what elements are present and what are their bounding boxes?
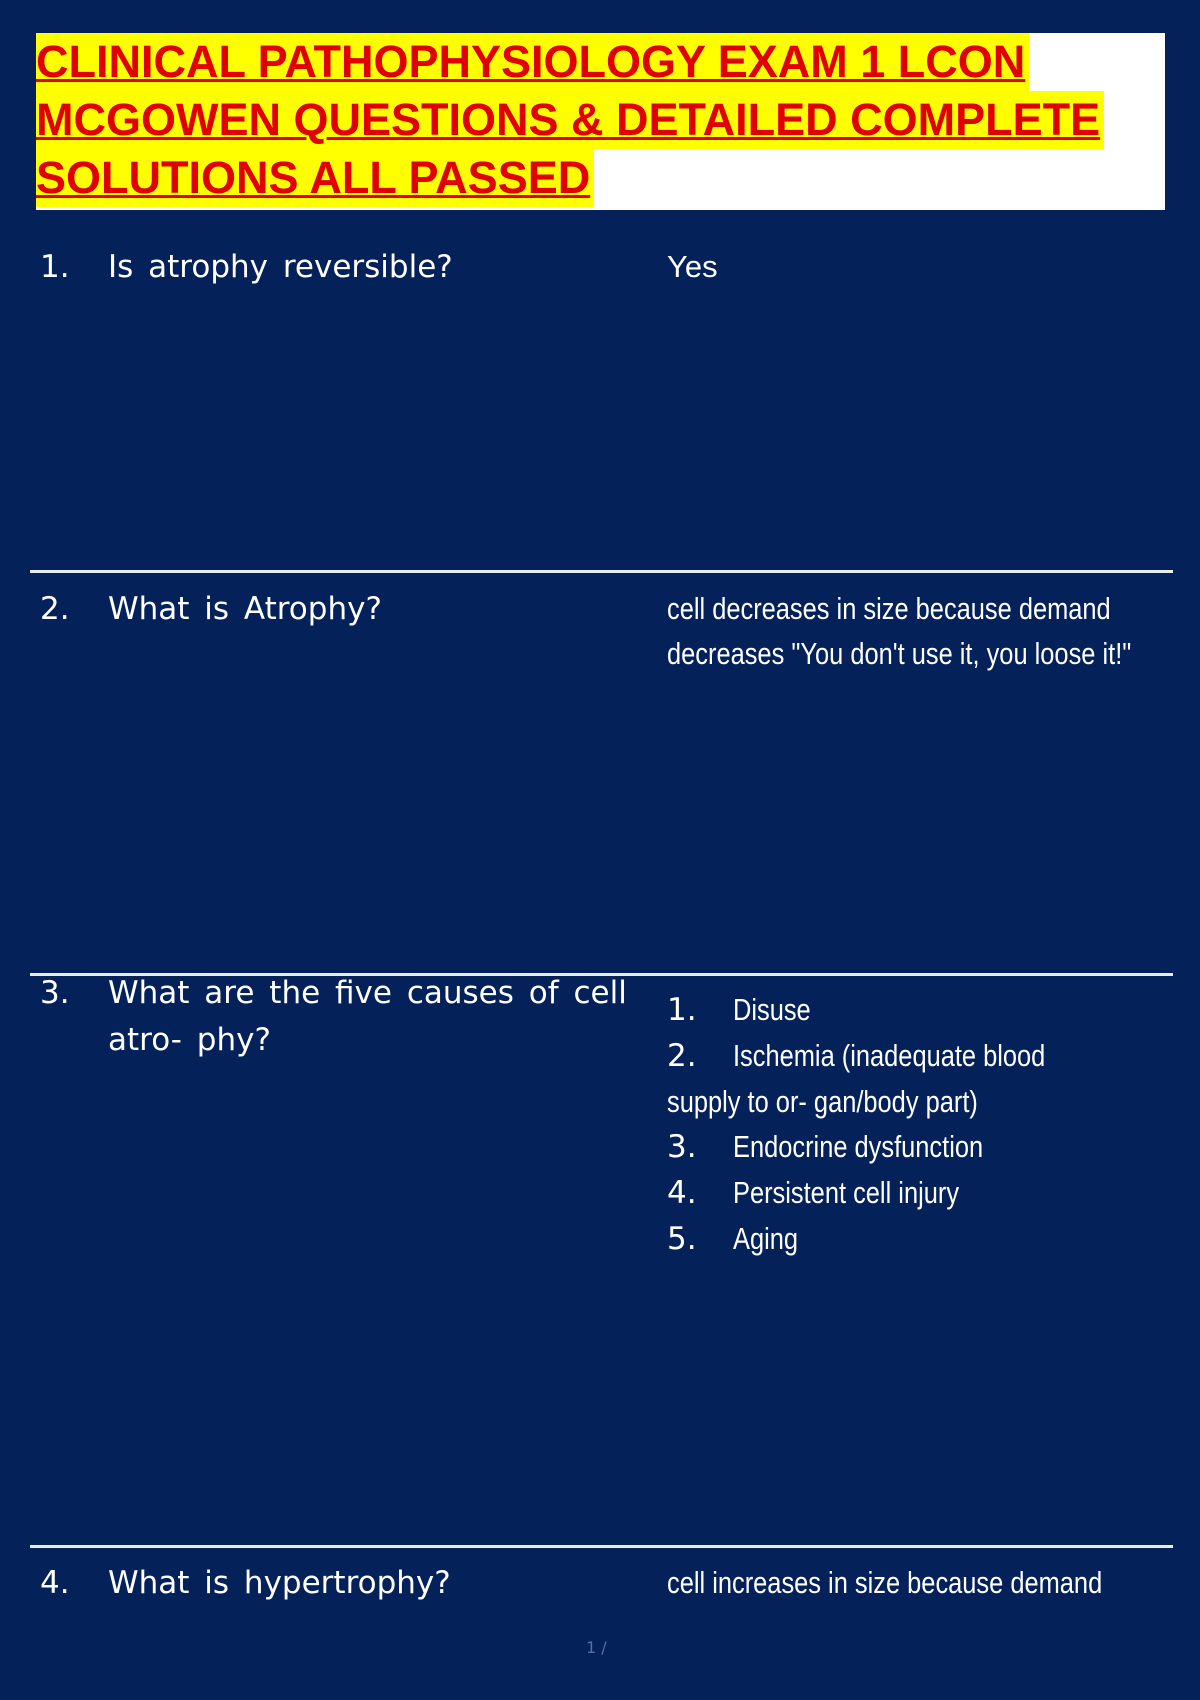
title-line-3: SOLUTIONS ALL PASSED	[36, 149, 594, 207]
answer-text	[667, 586, 1167, 676]
document-title	[36, 33, 1165, 210]
answer-line: decreases "You don't use it, you loose it!"	[667, 636, 1132, 671]
question-text: What are the five causes of cell atro- phy?	[108, 975, 627, 1058]
divider	[30, 570, 1173, 573]
answer-text	[667, 1560, 1167, 1605]
question-number: 4.	[40, 1565, 70, 1601]
answer-list-item: 1. Disuse	[667, 992, 811, 1028]
title-line-2: MCGOWEN QUESTIONS & DETAILED COMPLETE	[36, 91, 1104, 149]
answer-list-item: 2. Ischemia (inadequate blood	[667, 1038, 1046, 1074]
answer-list-item: supply to or- gan/body part)	[667, 1084, 978, 1119]
page-number: 1 /	[586, 1638, 607, 1657]
answer-list	[667, 987, 1167, 1262]
question-text: What is hypertrophy?	[108, 1565, 451, 1601]
answer-text	[667, 244, 1167, 289]
answer-list-item: 3. Endocrine dysfunction	[667, 1129, 984, 1165]
question-number: 2.	[40, 591, 70, 627]
question-text: Is atrophy reversible?	[108, 249, 453, 285]
answer-line: cell increases in size because demand	[667, 1565, 1103, 1600]
question-text: What is Atrophy?	[108, 591, 382, 627]
question-number: 3.	[40, 975, 70, 1011]
question-number: 1.	[40, 249, 70, 285]
answer-line: Yes	[667, 249, 718, 284]
answer-list-item: 4. Persistent cell injury	[667, 1175, 960, 1211]
title-line-1: CLINICAL PATHOPHYSIOLOGY EXAM 1 LCON	[36, 33, 1029, 91]
answer-line: cell decreases in size because demand	[667, 591, 1111, 626]
divider	[30, 1545, 1173, 1548]
answer-list-item: 5. Aging	[667, 1221, 799, 1257]
